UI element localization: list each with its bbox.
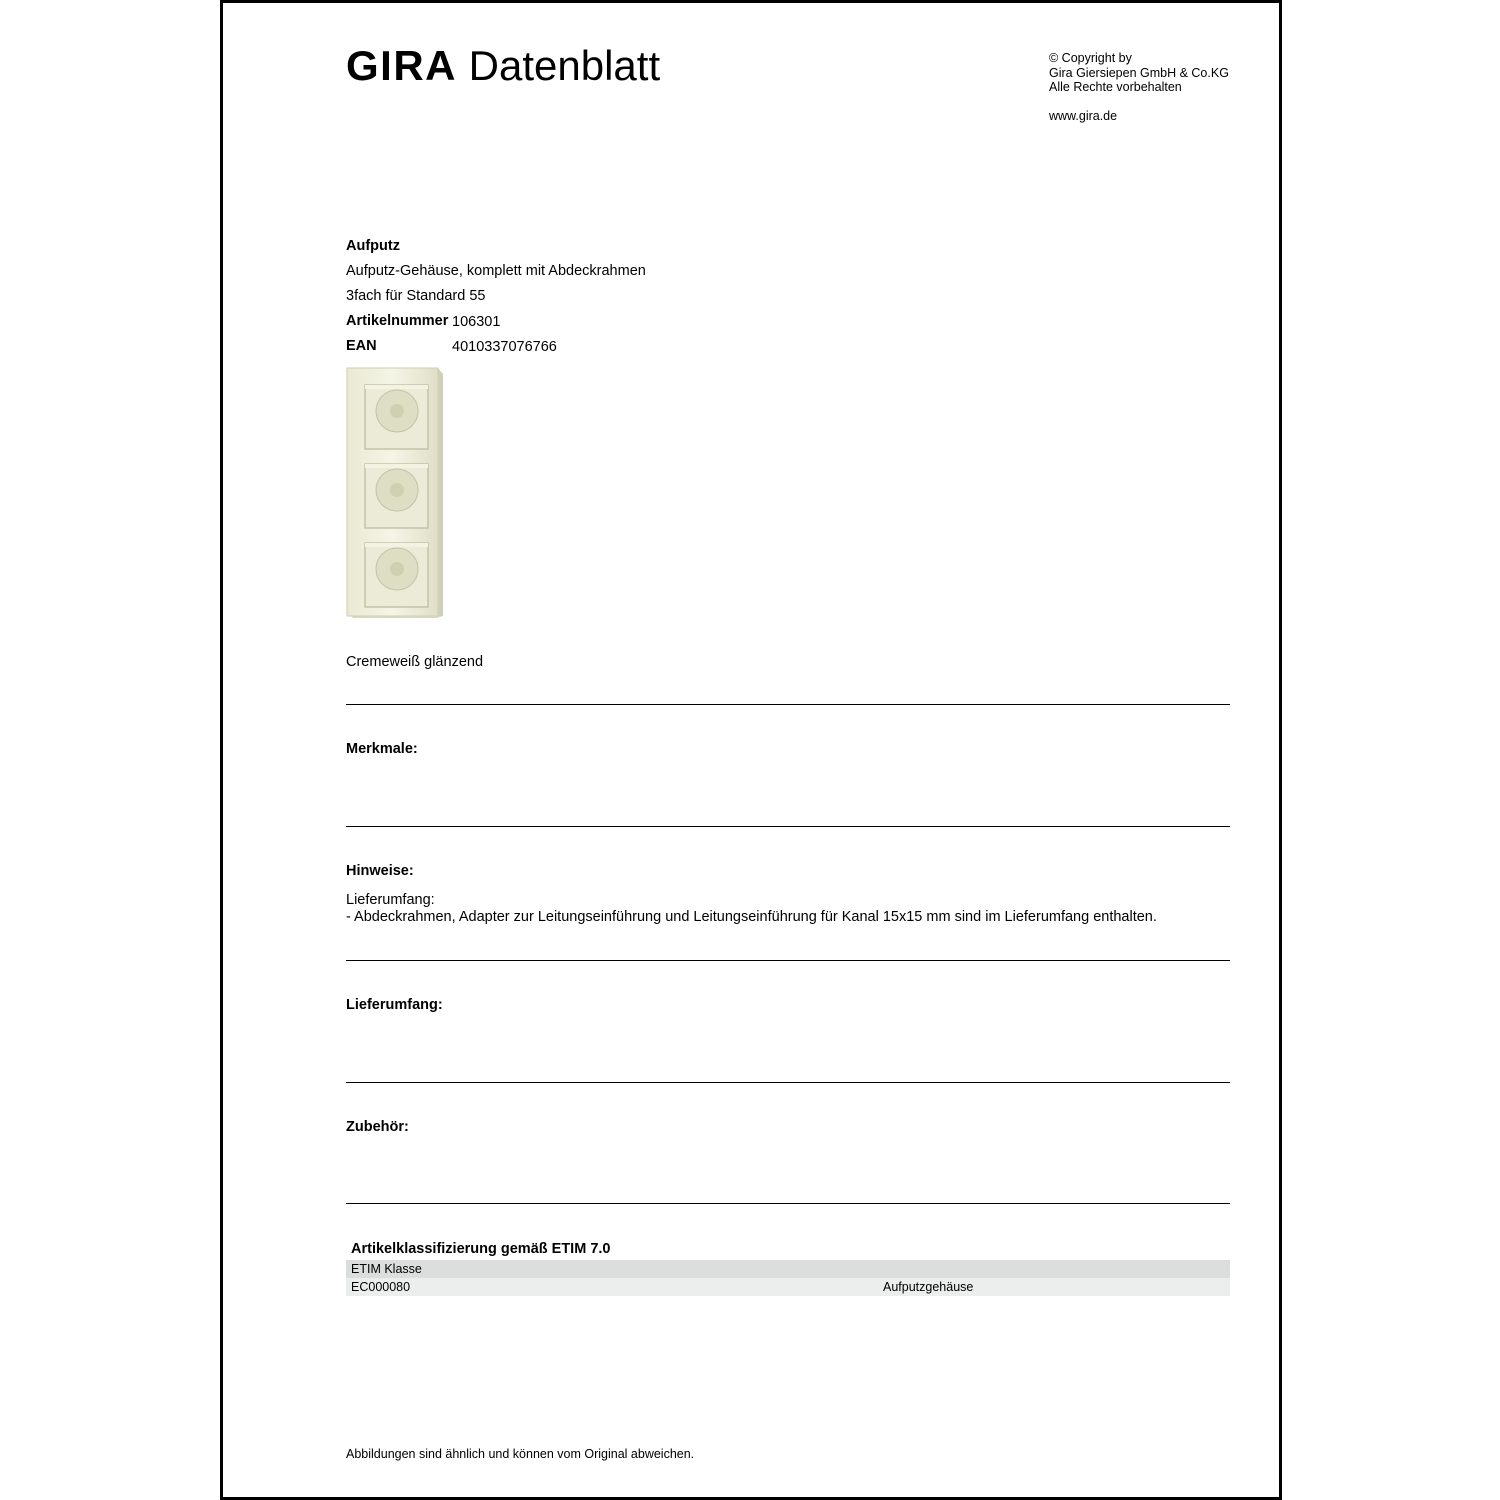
etim-table (346, 1260, 1230, 1296)
notes-line: - Abdeckrahmen, Adapter zur Leitungseinführung und Leitungseinführung für Kanal 15x15 mm sind im Lieferumfang enthalten. (346, 909, 1157, 925)
datasheet-page (220, 0, 1282, 1500)
scope-title: Lieferumfang: (346, 997, 443, 1013)
copyright-block (1049, 51, 1229, 95)
brand-name: GIRA (346, 42, 457, 89)
divider (346, 826, 1230, 827)
divider (346, 1203, 1230, 1204)
notes-line: Lieferumfang: (346, 892, 435, 908)
ean-label: EAN (346, 338, 377, 354)
etim-class-name: Aufputzgehäuse (883, 1280, 974, 1294)
notes-text (346, 892, 1157, 926)
copyright-line: Gira Giersiepen GmbH & Co.KG (1049, 65, 1229, 80)
etim-title: Artikelklassifizierung gemäß ETIM 7.0 (351, 1241, 611, 1257)
product-category: Aufputz (346, 238, 400, 254)
logo (346, 42, 661, 89)
product-variant: 3fach für Standard 55 (346, 288, 486, 304)
etim-class-code: EC000080 (351, 1280, 411, 1294)
divider (346, 960, 1230, 961)
copyright-line: © Copyright by (1049, 51, 1132, 65)
website-link[interactable]: www.gira.de (1049, 109, 1118, 123)
notes-title: Hinweise: (346, 863, 414, 879)
product-color: Cremeweiß glänzend (346, 654, 484, 670)
document-title: Datenblatt (468, 42, 661, 89)
divider (346, 704, 1230, 705)
table-row (346, 1278, 1230, 1296)
product-image-icon (345, 366, 445, 620)
features-title: Merkmale: (346, 741, 418, 757)
article-number-label: Artikelnummer (346, 313, 449, 329)
product-description: Aufputz-Gehäuse, komplett mit Abdeckrahmen (346, 263, 646, 279)
ean-number: 4010337076766 (452, 339, 557, 355)
article-number: 106301 (452, 314, 501, 330)
etim-header-label: ETIM Klasse (351, 1262, 422, 1276)
copyright-line: Alle Rechte vorbehalten (1049, 80, 1182, 94)
accessories-title: Zubehör: (346, 1119, 409, 1135)
divider (346, 1082, 1230, 1083)
footer-disclaimer: Abbildungen sind ähnlich und können vom Original abweichen. (346, 1447, 695, 1461)
table-row (346, 1260, 1230, 1278)
